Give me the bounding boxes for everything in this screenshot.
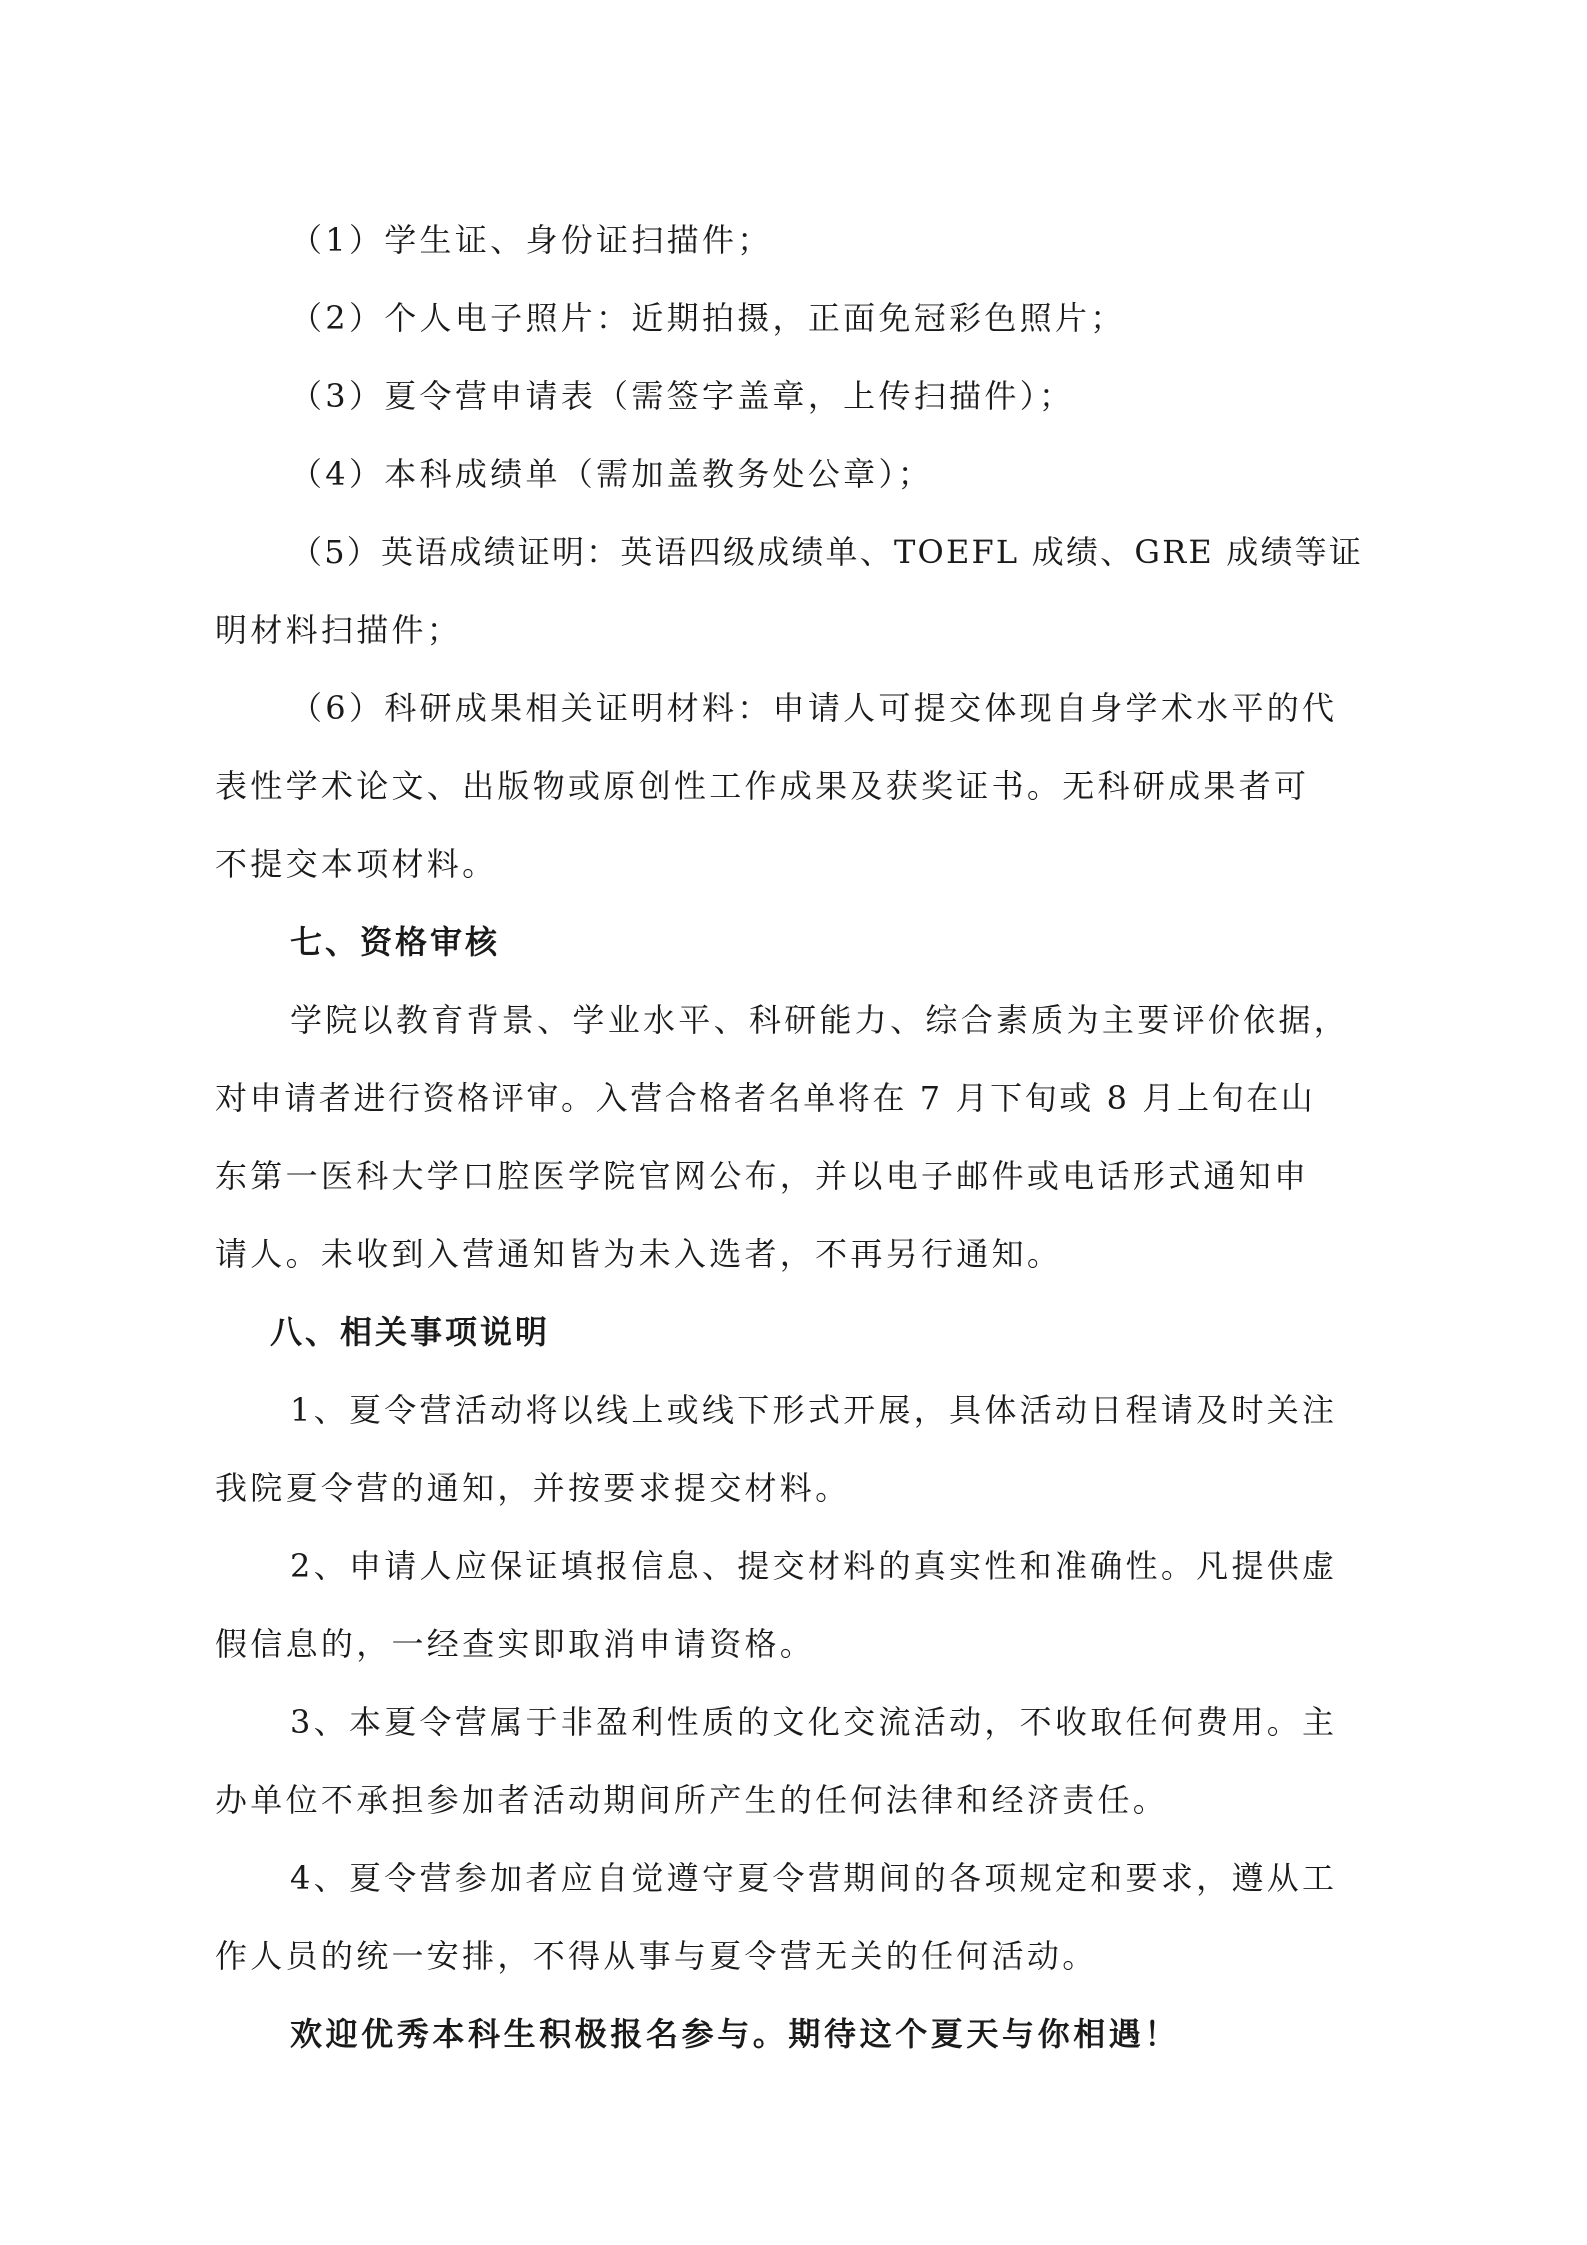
note-4-cont: 作人员的统一安排，不得从事与夏令营无关的任何活动。 <box>215 1937 1098 1975</box>
note-3: 3、本夏令营属于非盈利性质的文化交流活动，不收取任何费用。主 <box>290 1703 1338 1741</box>
material-item-3: （3）夏令营申请表（需签字盖章，上传扫描件）； <box>290 377 1075 415</box>
material-item-4: （4）本科成绩单（需加盖教务处公章）； <box>290 455 934 493</box>
material-item-1: （1）学生证、身份证扫描件； <box>290 221 773 259</box>
material-item-5-cont: 明材料扫描件； <box>215 611 463 649</box>
material-item-6-cont: 表性学术论文、出版物或原创性工作成果及获奖证书。无科研成果者可 <box>215 767 1310 805</box>
note-1-cont: 我院夏令营的通知，并按要求提交材料。 <box>215 1469 851 1507</box>
review-paragraph-line: 东第一医科大学口腔医学院官网公布，并以电子邮件或电话形式通知申 <box>215 1157 1310 1195</box>
material-item-5: （5）英语成绩证明：英语四级成绩单、TOEFL 成绩、GRE 成绩等证 <box>290 533 1364 571</box>
material-item-6: （6）科研成果相关证明材料：申请人可提交体现自身学术水平的代 <box>290 689 1338 727</box>
review-paragraph-line: 对申请者进行资格评审。入营合格者名单将在 7 月下旬或 8 月上旬在山 <box>215 1079 1316 1117</box>
note-1: 1、夏令营活动将以线上或线下形式开展，具体活动日程请及时关注 <box>290 1391 1338 1429</box>
note-2: 2、申请人应保证填报信息、提交材料的真实性和准确性。凡提供虚 <box>290 1547 1338 1585</box>
note-4: 4、夏令营参加者应自觉遵守夏令营期间的各项规定和要求，遵从工 <box>290 1859 1338 1897</box>
review-paragraph-line: 请人。未收到入营通知皆为未入选者，不再另行通知。 <box>215 1235 1063 1273</box>
section-heading-eligibility-review: 七、资格审核 <box>290 923 501 961</box>
note-2-cont: 假信息的，一经查实即取消申请资格。 <box>215 1625 816 1663</box>
review-paragraph-line: 学院以教育背景、学业水平、科研能力、综合素质为主要评价依据， <box>290 1001 1350 1039</box>
material-item-6-end: 不提交本项材料。 <box>215 845 498 883</box>
section-heading-related-notes: 八、相关事项说明 <box>270 1313 551 1351</box>
note-3-cont: 办单位不承担参加者活动期间所产生的任何法律和经济责任。 <box>215 1781 1169 1819</box>
closing-statement: 欢迎优秀本科生积极报名参与。期待这个夏天与你相遇！ <box>290 2015 1181 2053</box>
material-item-2: （2）个人电子照片：近期拍摄，正面免冠彩色照片； <box>290 299 1126 337</box>
